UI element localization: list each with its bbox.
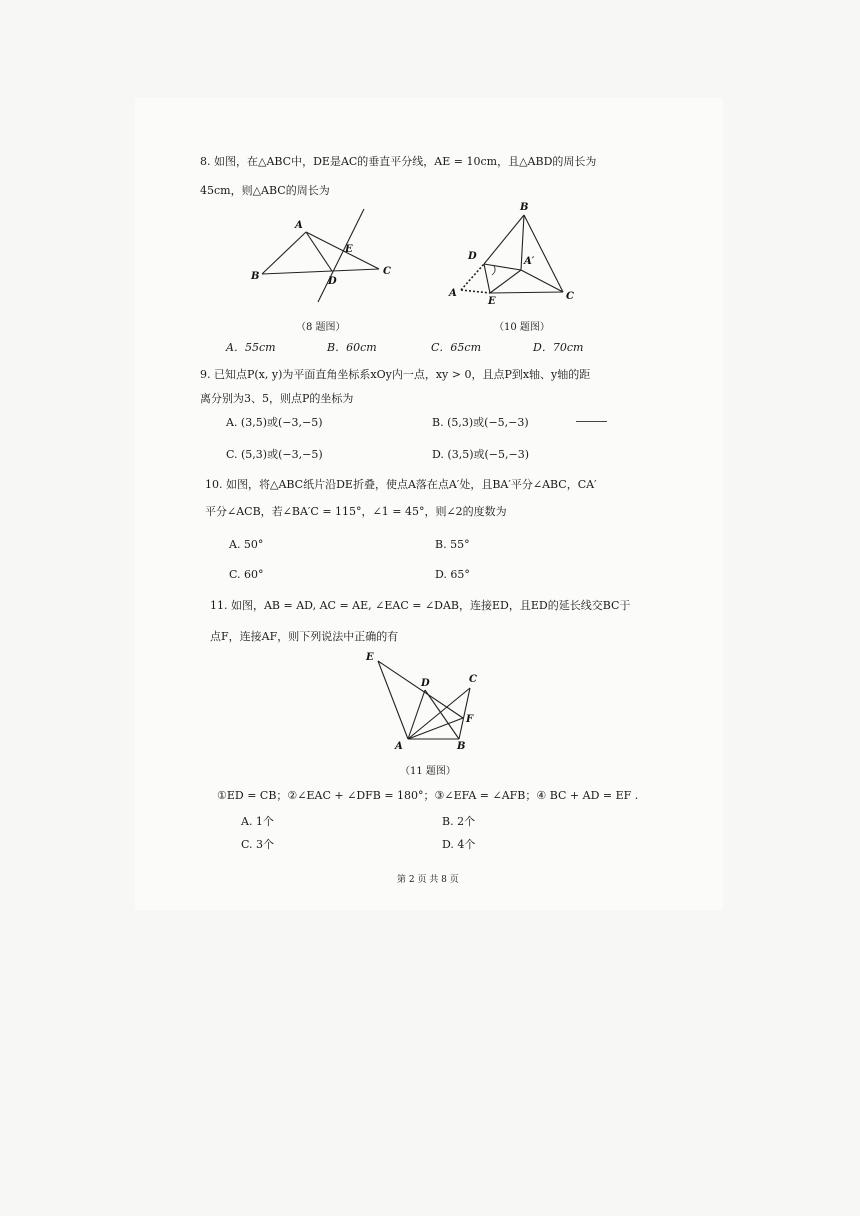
fig10-label-a: A — [449, 288, 457, 299]
fig8-label-d: D — [328, 276, 337, 287]
fig11-label-e: E — [366, 652, 374, 663]
q10-option-d[interactable]: D. 65° — [435, 568, 470, 581]
q11-line2: 点F，连接AF，则下列说法中正确的有 — [210, 630, 399, 643]
q11-line1: 11. 如图，AB = AD, AC = AE, ∠EAC = ∠DAB，连接ED，且ED的延长线交BC于 — [210, 599, 631, 612]
q11-option-d[interactable]: D. 4个 — [442, 838, 476, 851]
q11-option-b[interactable]: B. 2个 — [442, 815, 476, 828]
q9-option-d[interactable]: D. (3,5)或(−5,−3) — [432, 448, 530, 461]
q9-option-c[interactable]: C. (5,3)或(−3,−5) — [226, 448, 323, 461]
q10-line2: 平分∠ACB，若∠BA′C = 115°，∠1 = 45°，则∠2的度数为 — [205, 505, 507, 518]
q10-option-c[interactable]: C. 60° — [229, 568, 264, 581]
fig8-caption: （8 题图） — [296, 322, 346, 333]
q11-option-c[interactable]: C. 3个 — [241, 838, 275, 851]
fig11-caption: （11 题图） — [400, 766, 456, 777]
fig10-label-d: D — [468, 251, 477, 262]
q8-option-a[interactable]: A．55cm — [226, 341, 276, 354]
q10-line1: 10. 如图，将△ABC纸片沿DE折叠，使点A落在点A′处，且BA′平分∠ABC，CA′ — [205, 478, 597, 491]
fig11-label-d: D — [421, 678, 430, 689]
fig10-label-a1: A′ — [524, 256, 535, 267]
q8-option-c[interactable]: C．65cm — [431, 341, 482, 354]
q8-line2: 45cm，则△ABC的周长为 — [200, 184, 330, 197]
q9-option-b[interactable]: B. (5,3)或(−5,−3) — [432, 416, 529, 429]
q8-line1: 8. 如图，在△ABC中，DE是AC的垂直平分线，AE = 10cm，且△ABD的周长为 — [200, 155, 597, 168]
q9-line2: 离分别为3、5，则点P的坐标为 — [200, 392, 354, 405]
fig10-caption: （10 题图） — [494, 322, 550, 333]
q8-option-b[interactable]: B．60cm — [327, 341, 377, 354]
fig8-label-b: B — [251, 271, 260, 282]
q11-statements: ①ED = CB；②∠EAC + ∠DFB = 180°；③∠EFA = ∠AFB；④ BC + AD = EF . — [217, 789, 639, 802]
fig11-label-c: C — [469, 674, 477, 685]
fig8-label-e: E — [345, 244, 353, 255]
fig11-label-f: F — [466, 714, 474, 725]
fig11-label-a: A — [395, 741, 403, 752]
fig10-label-c: C — [566, 291, 574, 302]
fig8-label-a: A — [295, 220, 303, 231]
q9-line1: 9. 已知点P(x, y)为平面直角坐标系xOy内一点，xy > 0，且点P到x轴、y轴的距 — [200, 368, 591, 381]
fig10-label-e: E — [488, 296, 496, 307]
q10-option-a[interactable]: A. 50° — [229, 538, 264, 551]
q10-option-b[interactable]: B. 55° — [435, 538, 470, 551]
fig8-label-c: C — [383, 266, 391, 277]
q11-option-a[interactable]: A. 1个 — [241, 815, 274, 828]
q8-option-d[interactable]: D．70cm — [533, 341, 584, 354]
fig11-label-b: B — [457, 741, 466, 752]
page-footer: 第 2 页 共 8 页 — [397, 875, 459, 885]
q9-option-a[interactable]: A. (3,5)或(−3,−5) — [226, 416, 323, 429]
fig10-label-b: B — [520, 202, 529, 213]
